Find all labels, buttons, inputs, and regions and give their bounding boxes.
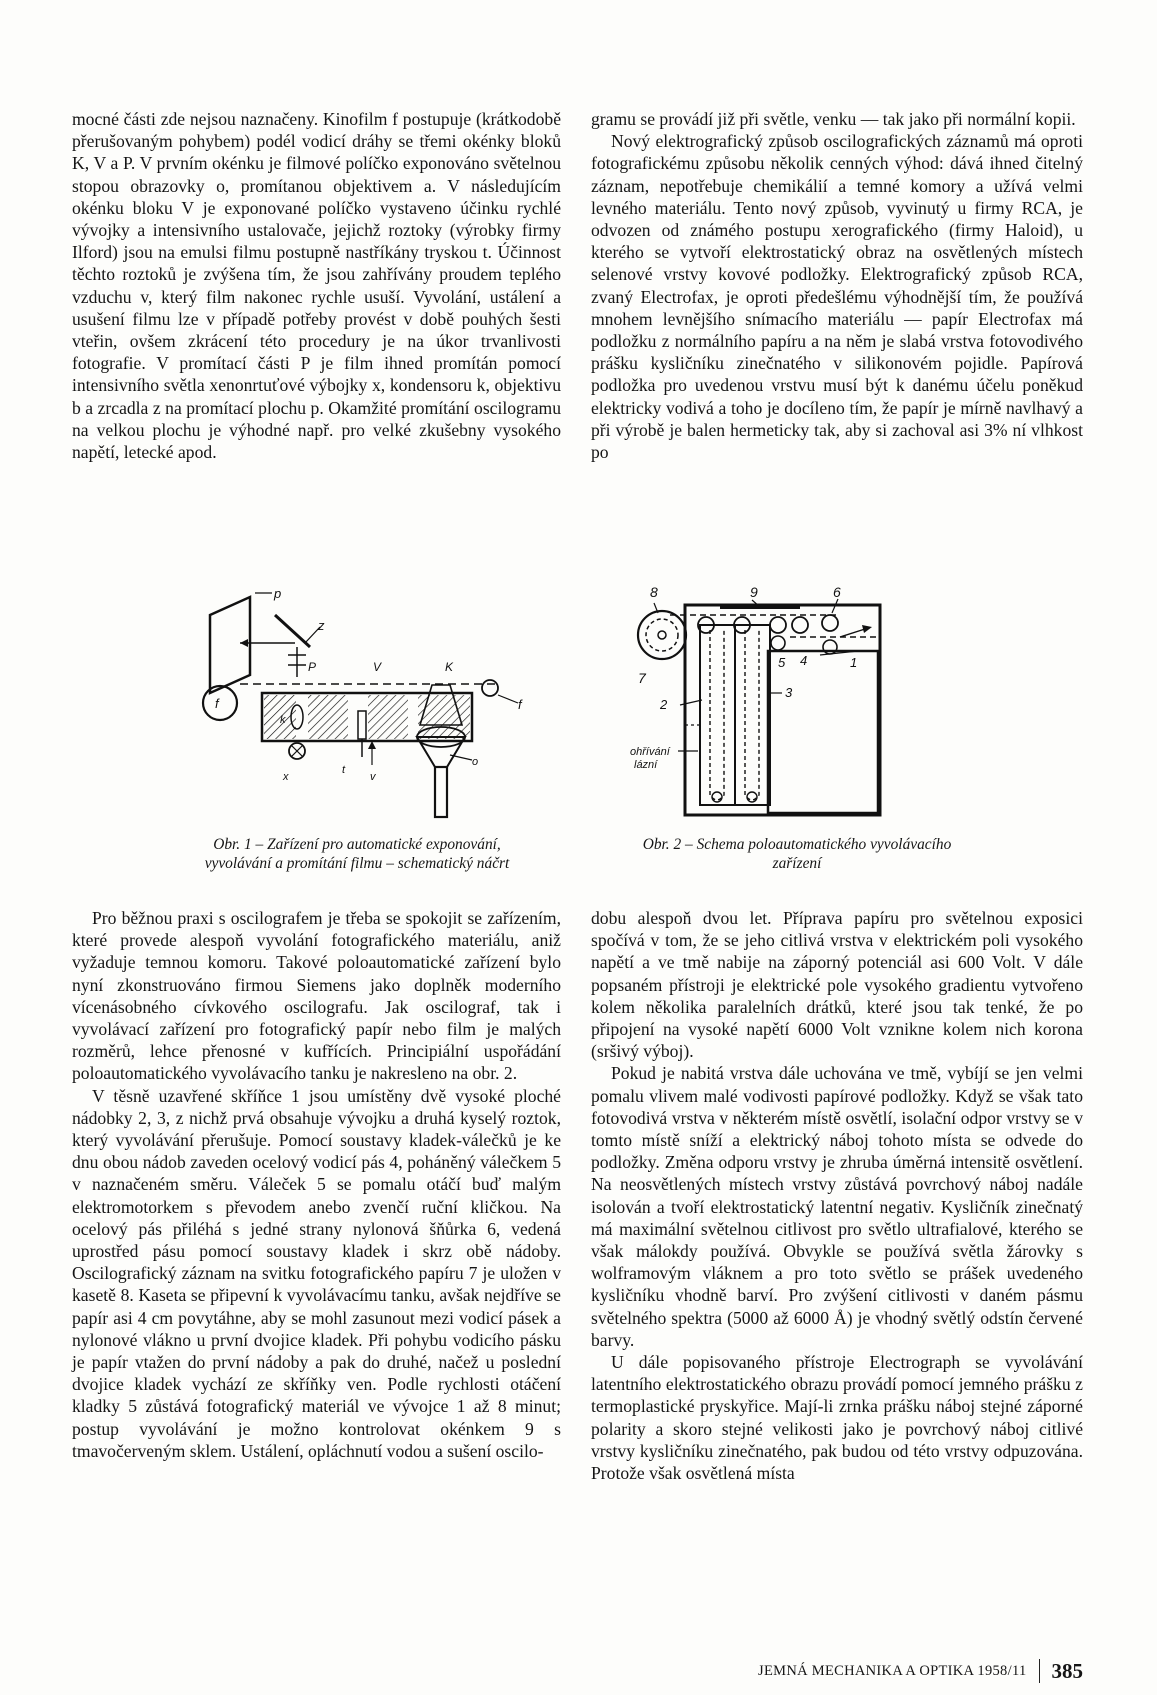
text-column-bottom-left	[72, 907, 561, 1462]
paragraph: mocné části zde nejsou naznačeny. Kinofilm f postupuje (krátkodobě přerušovaným pohybem) podél vodicí dráhy se třemi okénky bloků K, V a P. V prvním okénku je filmové políčko exponováno světelnou stopou obrazovky o, promítanou objektivem a. V následujícím okénku bloku V je exponované políčko vystaveno účinku rychlé vývojky a intensivního ustalovače, jejichž roztoky (výrobky firmy Ilford) jsou na emulsi filmu postupně nastříkány tryskou t. Účinnost těchto roztoků je zvýšena tím, že jsou zahřívány proudem teplého vzduchu v, který film nakonec rychle usuší. Vyvolání, ustálení a usušení filmu lze v případě potřeby provést v době pouhých šesti vteřin, ovšem zkrácení této procedury je na úkor trvanlivosti fotografie. V promítací části P je film ihned promítán pomocí intensivního světla xenonrtuťové výbojky x, kondensoru k, objektivu b a zrcadla z na promítací plochu p. Okamžité promítání oscilogramu na velkou plochu je výhodné např. pro velké zkušebny vysokého napětí, letecké apod.	[72, 109, 561, 463]
label-6: 6	[833, 584, 841, 600]
label-3: 3	[785, 685, 793, 700]
figure-1-diagram	[200, 585, 550, 830]
vessel-2	[700, 625, 735, 805]
paragraph: V těsně uzavřené skříňce 1 jsou umístěny dvě vysoké ploché nádobky 2, 3, z nichž prvá obsahuje vývojku a druhá kyselý roztok, který vyvolávání přerušuje. Pomocí soustavy kladek-válečků je ke dnu obou nádob zaveden ocelový vodicí pás 4, poháněný válečkem 5 v naznačeném směru. Váleček 5 se pomalu otáčí buď malým elektromotorkem s převodem anebo zvenčí ruční kličkou. Na ocelový pás přiléhá s jedné strany nylonová šňůrka 6, vedená uprostřed pásu pomocí soustavy kladek i skrz obě nádoby. Oscilografický záznam na svitku fotografického papíru 7 je uložen v kasetě 8. Kaseta se připevní k vyvolávacímu tanku, avšak nejdříve se papír asi 4 cm povytáhne, aby se mohl zasunout mezi vodicí pásek a nylonové vlákno u první dvojice kladek. Při pohybu vodicího pásku je papír vtažen do první nádoby a pak do druhé, načež u poslední dvojice kladek vychází ze skříňky ven. Podle rychlosti otáčení kladky 5 zůstává fotografický materiál ve vývojce 1 až 8 minut; postup vyvolávání je možno kontrolovat okénkem 9 s tmavočerveným sklem. Ustálení, opláchnutí vodou a sušení oscilo-	[72, 1085, 561, 1461]
vessel-3	[735, 625, 770, 805]
label-z: z	[318, 618, 325, 633]
label-K: K	[445, 660, 454, 674]
mirror	[275, 615, 310, 647]
label-1: 1	[850, 655, 858, 670]
label-x: x	[283, 771, 289, 783]
label-bath-2: lázní	[634, 759, 658, 771]
film-reel-right	[482, 680, 498, 696]
nozzle-t	[358, 711, 366, 739]
text-column-bottom-right	[591, 907, 1083, 1484]
paragraph: Pokud je nabitá vrstva dále uchována ve tmě, vybíjí se jen velmi pomalu vlivem malé vodivosti papírové podložky. Když se však tato fotovodivá vrstva v některém místě osvětlí, isolační odpor vrstvy se v tomto místě sníží a elektrický náboj tohoto místa se odvede do podložky. Změna odporu vrstvy je zhruba úměrná intensitě osvětlení. Na neosvětlených místech vrstvy zůstává povrchový náboj nadále isolován a tvoří elektrostatický latentní negativ. Kysličník zinečnatý má maximální světelnou citlivost pro světlo ultrafialové, kterého se však málokdy používá. Obvykle se používá světla žárovky s wolframovým vláknem a pro toto světlo se prášek uvedeného kysličníku vhodně barví. Pro zvýšení citlivosti v daném pásmu světelného spektra (5000 až 6000 Å) je vhodný světlý odstín červené barvy.	[591, 1063, 1083, 1350]
figure-2-caption: Obr. 2 – Schema poloautomatického vyvolávacího zařízení	[642, 836, 952, 872]
label-f-right: f	[518, 697, 522, 712]
label-5: 5	[778, 655, 786, 670]
label-2: 2	[660, 697, 668, 712]
label-v: v	[370, 771, 376, 783]
label-8: 8	[650, 584, 658, 600]
label-p: p	[274, 586, 282, 601]
footer-divider	[1039, 1659, 1040, 1683]
film-reel-left	[203, 686, 237, 720]
page-number: 385	[1051, 1658, 1083, 1683]
label-f-left: f	[215, 696, 219, 711]
paragraph: Pro běžnou praxi s oscilografem je třeba se spokojit se zařízením, které provede alespoň vyvolání fotografického materiálu, aniž vyžaduje temnou komoru. Takové poloautomatické zařízení bylo nyní zkonstruováno firmou Siemens jako doplněk moderního vícenásobného cívkového oscilografu. Jak oscilograf, tak i vyvolávací zařízení pro fotografický papír nebo film je malých rozměrů, lehce přenosné v kufřících. Principiální uspořádání poloautomatického vyvolávacího tanku je nakresleno na obr. 2.	[72, 908, 561, 1084]
label-V: V	[373, 660, 382, 674]
text-column-top-right	[591, 108, 1083, 463]
label-4: 4	[800, 653, 808, 668]
text-column-top-left	[72, 108, 561, 463]
label-k: k	[280, 714, 286, 726]
pulley-6	[822, 615, 838, 631]
cassette-8	[638, 611, 686, 659]
paragraph: U dále popisovaného přístroje Electrograph se vyvolávání latentního elektrostatického obrazu provádí pomocí jemného prášku z termoplastické pryskyřice. Mají-li zrnka prášku náboj stejné záporné polarity a skoro stejné velikosti jako je povrchový náboj citlivé vrstvy kysličníku zinečnatého, pak budou od této vrstvy odpuzována. Protože však osvětlená místa	[591, 1352, 1083, 1484]
label-t: t	[342, 764, 346, 776]
paragraph: dobu alespoň dvou let. Příprava papíru pro světelnou exposici spočívá v tom, že se jeho citlivá vrstva v elektrickém poli vysokého napětí a ve tmě nabije na záporný potenciál asi 600 Volt. V dále popsaném přístroji je elektrické pole vysokého gradientu vytvořeno kolem několika paralelních drátků, které jsou tak tenké, že po připojení na vysoké napětí 6000 Volt vznikne kolem nich korona (sršivý výboj).	[591, 908, 1083, 1062]
label-bath-1: ohřívání	[630, 746, 670, 758]
label-o: o	[472, 756, 479, 768]
label-7: 7	[638, 670, 646, 686]
journal-name: JEMNÁ MECHANIKA A OPTIKA 1958/11	[758, 1662, 1027, 1679]
paragraph: gramu se provádí již při světle, venku — tak jako při normální kopii.	[591, 109, 1076, 129]
figure-1-caption: Obr. 1 – Zařízení pro automatické exponování, vyvolávání a promítání filmu – schematický náčrt	[204, 836, 510, 872]
label-P: P	[308, 660, 317, 674]
paragraph: Nový elektrografický způsob oscilografických záznamů má oproti fotografickému způsobu několik cenných výhod: dává ihned čitelný záznam, nepotřebuje chemikálií a temné komory a užívá velmi levného materiálu. Tento nový způsob, vyvinutý u firmy RCA, je odvozen od známého postupu xerografického (firmy Haloid), u kterého se vytvoří elektrostatický obraz na osvětlených místech selenové vrstvy kovové podložky. Elektrografický způsob RCA, zvaný Electrofax, je oproti předešlému výhodnější tím, že používá mnohem levnějšího snímacího materiálu — papír Electrofax má podložku z normálního papíru a na něm je slabá vrstva fotovodivého prášku kysličníku zinečnatého v silikonovém pojidle. Papírová podložka pro uvedenou vrstvu musí být k danému účelu poněkud elektricky vodivá a toho je docíleno tím, že papír je mírně navlhavý a při výrobě je balen hermeticky tak, aby si zachoval asi 3% ní vlhkost po	[591, 131, 1083, 463]
figure-2-diagram	[630, 584, 970, 825]
roller-5	[771, 636, 785, 650]
label-9: 9	[750, 584, 758, 600]
page-footer	[700, 1658, 1083, 1684]
